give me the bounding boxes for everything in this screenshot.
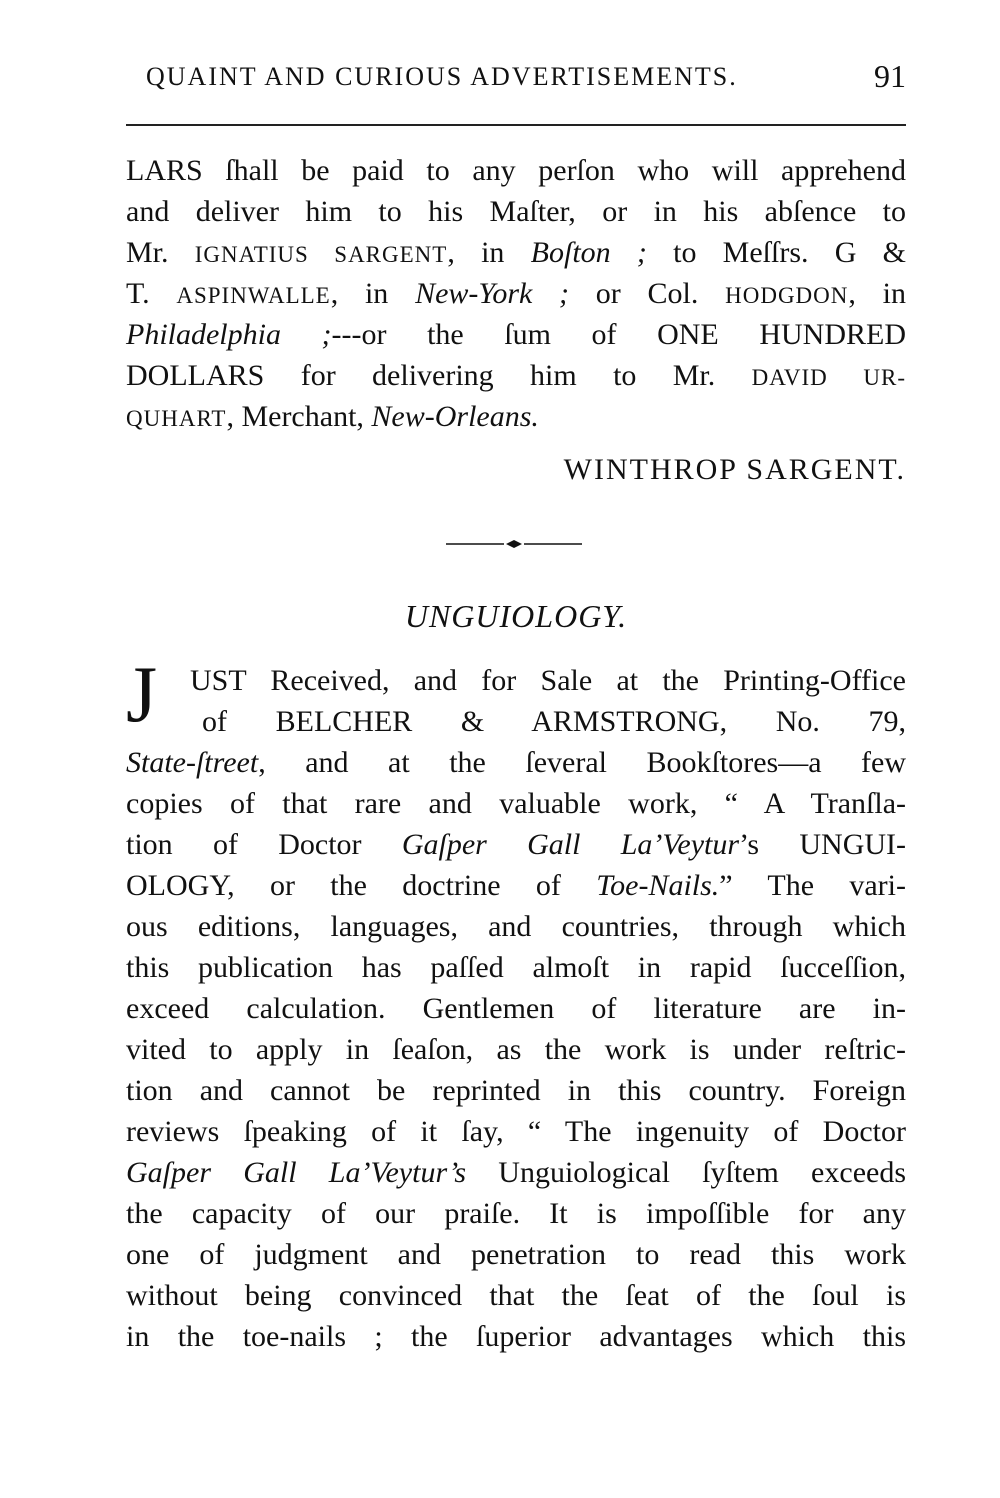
ad1-line-2: and deliver him to his Maſter, or in his abſence to xyxy=(126,195,906,228)
ad2-line-2: of BELCHER & ARMSTRONG, No. 79, xyxy=(202,705,906,738)
ad2-line-14: the capacity of our praiſe. It is impoſſible for any xyxy=(126,1197,906,1230)
ad2-line-15: one of judgment and penetration to read this work xyxy=(126,1238,906,1271)
ad1-line-7: QUHART, Merchant, New-Orleans. xyxy=(126,400,539,433)
ad2-line-6: OLOGY, or the doctrine of Toe-Nails.” The vari- xyxy=(126,869,907,902)
ad2-line-3: State-ſtreet, and at the ſeveral Bookſtores—a few xyxy=(126,746,906,779)
header-rule xyxy=(126,124,906,126)
ad2-line-9: exceed calculation. Gentlemen of literature are in- xyxy=(126,992,906,1025)
ad2-line-8: this publication has paſſed almoſt in rapid ſucceſſion, xyxy=(126,951,906,984)
ad1-line-1: LARS ſhall be paid to any perſon who will apprehend xyxy=(126,154,906,187)
ad2-line-13: Gaſper Gall La’Veytur’s Unguiological ſyſtem exceeds xyxy=(126,1156,906,1189)
page-number: 91 xyxy=(874,58,906,94)
ad2-line-1: UST Received, and for Sale at the Printing-Office xyxy=(190,664,906,697)
ad1-line-4: T. ASPINWALLE, in New-York ; or Col. HODGDON, in xyxy=(126,277,906,310)
ad2-line-17: in the toe-nails ; the ſuperior advantages which this xyxy=(126,1320,906,1353)
ad1-line-6: DOLLARS for delivering him to Mr. DAVID UR- xyxy=(126,359,906,392)
ad1-line-3: Mr. IGNATIUS SARGENT, in Boſton ; to Meſſrs. G & xyxy=(126,236,906,269)
ad1-line-5: Philadelphia ;---or the ſum of ONE HUNDRED xyxy=(126,318,906,351)
running-title: QUAINT AND CURIOUS ADVERTISEMENTS. xyxy=(146,62,738,91)
ad2-line-7: ous editions, languages, and countries, through which xyxy=(126,910,906,943)
ad2-line-4: copies of that rare and valuable work, “ A Tranſla- xyxy=(126,787,906,820)
ad2-line-12: reviews ſpeaking of it ſay, “ The ingenuity of Doctor xyxy=(126,1115,906,1148)
ad1-signature: WINTHROP SARGENT. xyxy=(563,453,906,486)
drop-cap: J xyxy=(126,651,158,739)
ad2-title: UNGUIOLOGY. xyxy=(404,598,628,634)
ad2-line-5: tion of Doctor Gaſper Gall La’Veytur’s UNGUI- xyxy=(126,828,907,861)
section-divider-ornament xyxy=(446,539,582,549)
ad2-line-11: tion and cannot be reprinted in this country. Foreign xyxy=(126,1074,906,1107)
ad2-line-16: without being convinced that the ſeat of the ſoul is xyxy=(126,1279,906,1312)
ad2-line-10: vited to apply in ſeaſon, as the work is under reſtric- xyxy=(126,1033,906,1066)
